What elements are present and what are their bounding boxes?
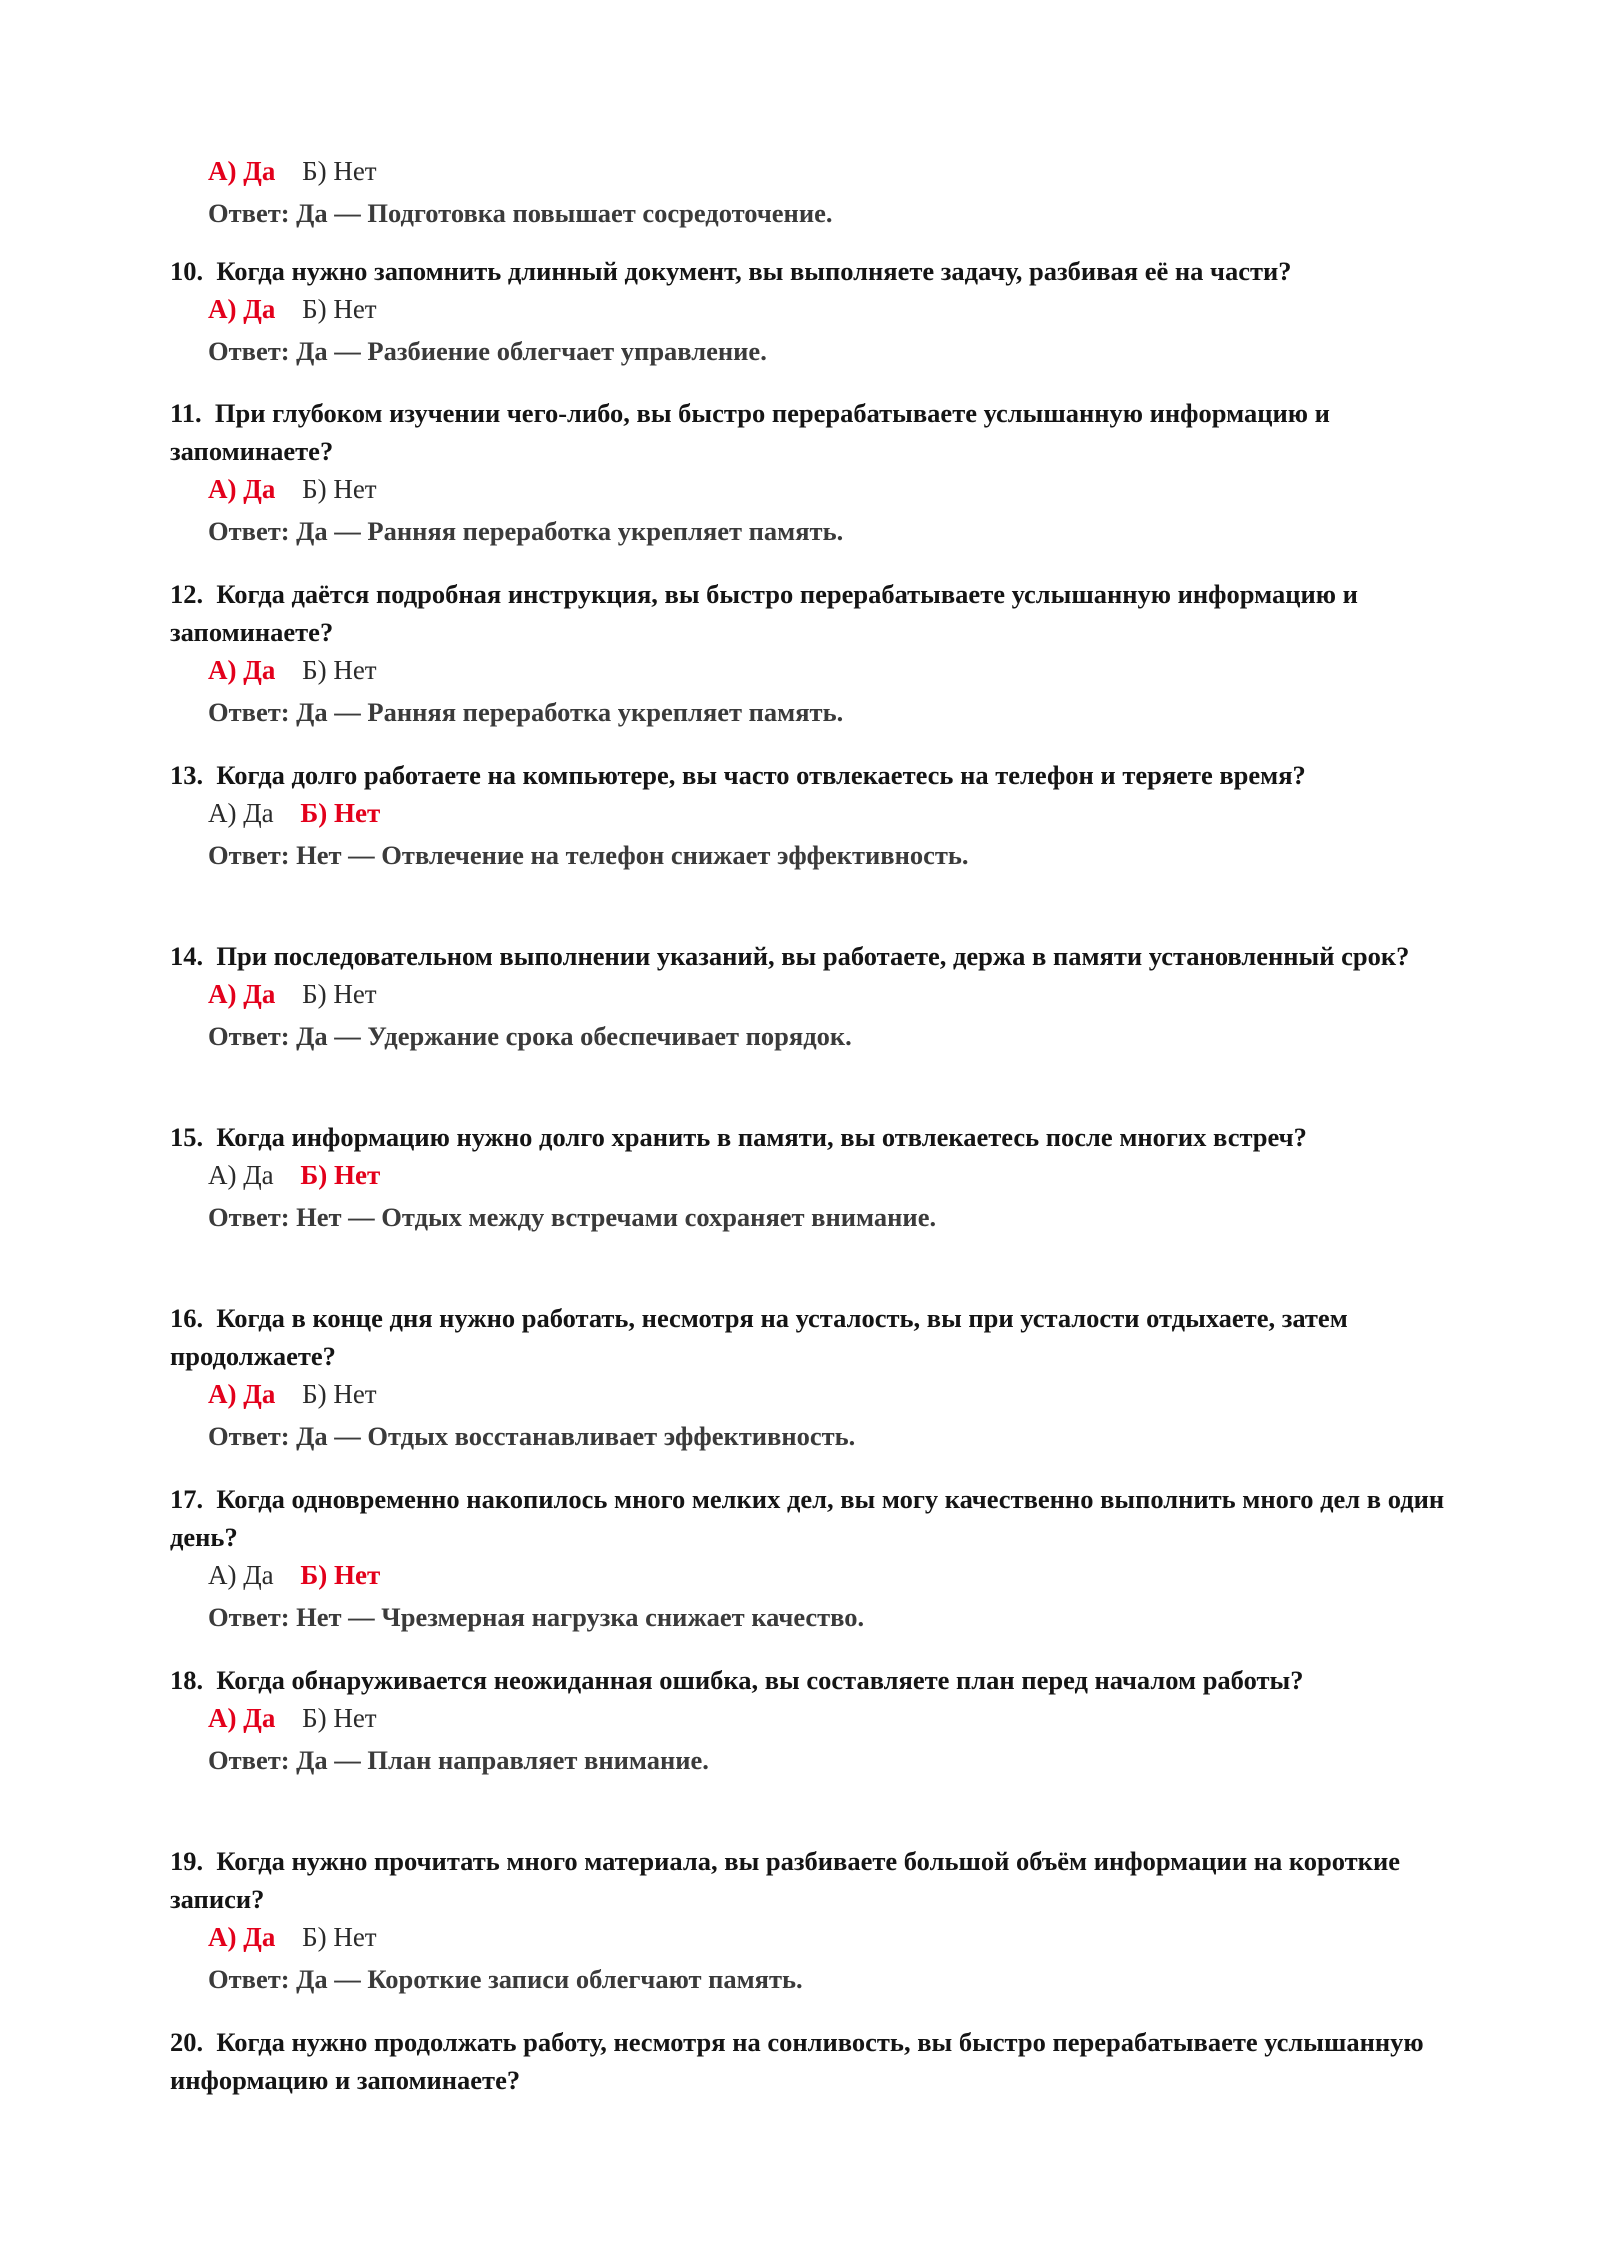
option-b: Б) Нет (300, 798, 381, 828)
question-item (170, 1480, 1470, 1640)
question-fragment (170, 152, 1470, 236)
question-item (170, 394, 1470, 554)
question-number: 18. (170, 1665, 204, 1695)
question-number: 14. (170, 941, 204, 971)
question-number: 17. (170, 1484, 204, 1514)
question-item (170, 1299, 1470, 1459)
answer-options (208, 1918, 1470, 1960)
question-text: 18. Когда обнаруживается неожиданная ошибка, вы составляете план перед началом работы? (170, 1665, 1304, 1695)
question-number: 11. (170, 398, 202, 428)
answer-explanation: Ответ: Да — Разбиение облегчает управление. (208, 336, 767, 366)
option-b: Б) Нет (300, 1160, 381, 1190)
option-a: А) Да (208, 798, 274, 828)
answer-options (208, 1375, 1470, 1417)
option-b: Б) Нет (302, 1703, 377, 1733)
option-b: Б) Нет (302, 294, 377, 324)
question-number: 20. (170, 2027, 204, 2057)
answer-options (208, 470, 1470, 512)
answer-explanation: Ответ: Нет — Чрезмерная нагрузка снижает качество. (208, 1602, 865, 1632)
question-number: 13. (170, 760, 204, 790)
answer-options (208, 290, 1470, 332)
question-text: 10. Когда нужно запомнить длинный документ, вы выполняете задачу, разбивая её на части? (170, 256, 1292, 286)
question-item (170, 1842, 1470, 2002)
option-a: А) Да (208, 156, 276, 186)
question-item (170, 2023, 1470, 2099)
answer-explanation: Ответ: Да — Отдых восстанавливает эффективность. (208, 1421, 856, 1451)
answer-options (208, 1156, 1470, 1198)
answer-explanation: Ответ: Да — Подготовка повышает сосредоточение. (208, 198, 833, 228)
option-a: А) Да (208, 655, 276, 685)
option-a: А) Да (208, 474, 276, 504)
question-text: 16. Когда в конце дня нужно работать, несмотря на усталость, вы при усталости отдыхаете, затем продолжаете? (170, 1303, 1348, 1371)
question-number: 12. (170, 579, 204, 609)
question-number: 19. (170, 1846, 204, 1876)
answer-explanation: Ответ: Да — Ранняя переработка укрепляет память. (208, 697, 844, 727)
answer-explanation: Ответ: Да — Ранняя переработка укрепляет память. (208, 516, 844, 546)
question-item (170, 1661, 1470, 1783)
option-a: А) Да (208, 1560, 274, 1590)
answer-explanation: Ответ: Нет — Отдых между встречами сохраняет внимание. (208, 1202, 937, 1232)
option-b: Б) Нет (302, 655, 377, 685)
question-text: 17. Когда одновременно накопилось много мелких дел, вы могу качественно выполнить много дел в один день? (170, 1484, 1445, 1552)
answer-options (208, 975, 1470, 1017)
answer-explanation: Ответ: Да — Удержание срока обеспечивает порядок. (208, 1021, 852, 1051)
option-a: А) Да (208, 1703, 276, 1733)
question-text: 20. Когда нужно продолжать работу, несмотря на сонливость, вы быстро перерабатываете услышанную информацию и запоминаете? (170, 2027, 1424, 2095)
question-text: 12. Когда даётся подробная инструкция, вы быстро перерабатываете услышанную информацию и запоминаете? (170, 579, 1358, 647)
answer-options (208, 1556, 1470, 1598)
option-a: А) Да (208, 1160, 274, 1190)
question-item (170, 756, 1470, 878)
question-text: 15. Когда информацию нужно долго хранить в памяти, вы отвлекаетесь после многих встреч? (170, 1122, 1307, 1152)
option-b: Б) Нет (302, 979, 377, 1009)
question-item (170, 1118, 1470, 1240)
question-text: 14. При последовательном выполнении указаний, вы работаете, держа в памяти установленный срок? (170, 941, 1410, 971)
option-a: А) Да (208, 979, 276, 1009)
option-a: А) Да (208, 1922, 276, 1952)
question-number: 15. (170, 1122, 204, 1152)
option-b: Б) Нет (302, 1379, 377, 1409)
question-text: 11. При глубоком изучении чего-либо, вы быстро перерабатываете услышанную информацию и запоминаете? (170, 398, 1330, 466)
answer-options (208, 1699, 1470, 1741)
answer-options (208, 794, 1470, 836)
question-number: 16. (170, 1303, 204, 1333)
question-item (170, 252, 1470, 374)
option-b: Б) Нет (302, 156, 377, 186)
answer-options (208, 152, 1470, 194)
question-text: 13. Когда долго работаете на компьютере, вы часто отвлекаетесь на телефон и теряете время? (170, 760, 1306, 790)
question-item (170, 575, 1470, 735)
answer-explanation: Ответ: Да — Короткие записи облегчают память. (208, 1964, 803, 1994)
option-a: А) Да (208, 1379, 276, 1409)
option-b: Б) Нет (300, 1560, 381, 1590)
question-text: 19. Когда нужно прочитать много материала, вы разбиваете большой объём информации на короткие записи? (170, 1846, 1400, 1914)
answer-explanation: Ответ: Нет — Отвлечение на телефон снижает эффективность. (208, 840, 969, 870)
question-item (170, 937, 1470, 1059)
option-b: Б) Нет (302, 1922, 377, 1952)
answer-options (208, 651, 1470, 693)
question-number: 10. (170, 256, 204, 286)
answer-explanation: Ответ: Да — План направляет внимание. (208, 1745, 709, 1775)
option-b: Б) Нет (302, 474, 377, 504)
option-a: А) Да (208, 294, 276, 324)
